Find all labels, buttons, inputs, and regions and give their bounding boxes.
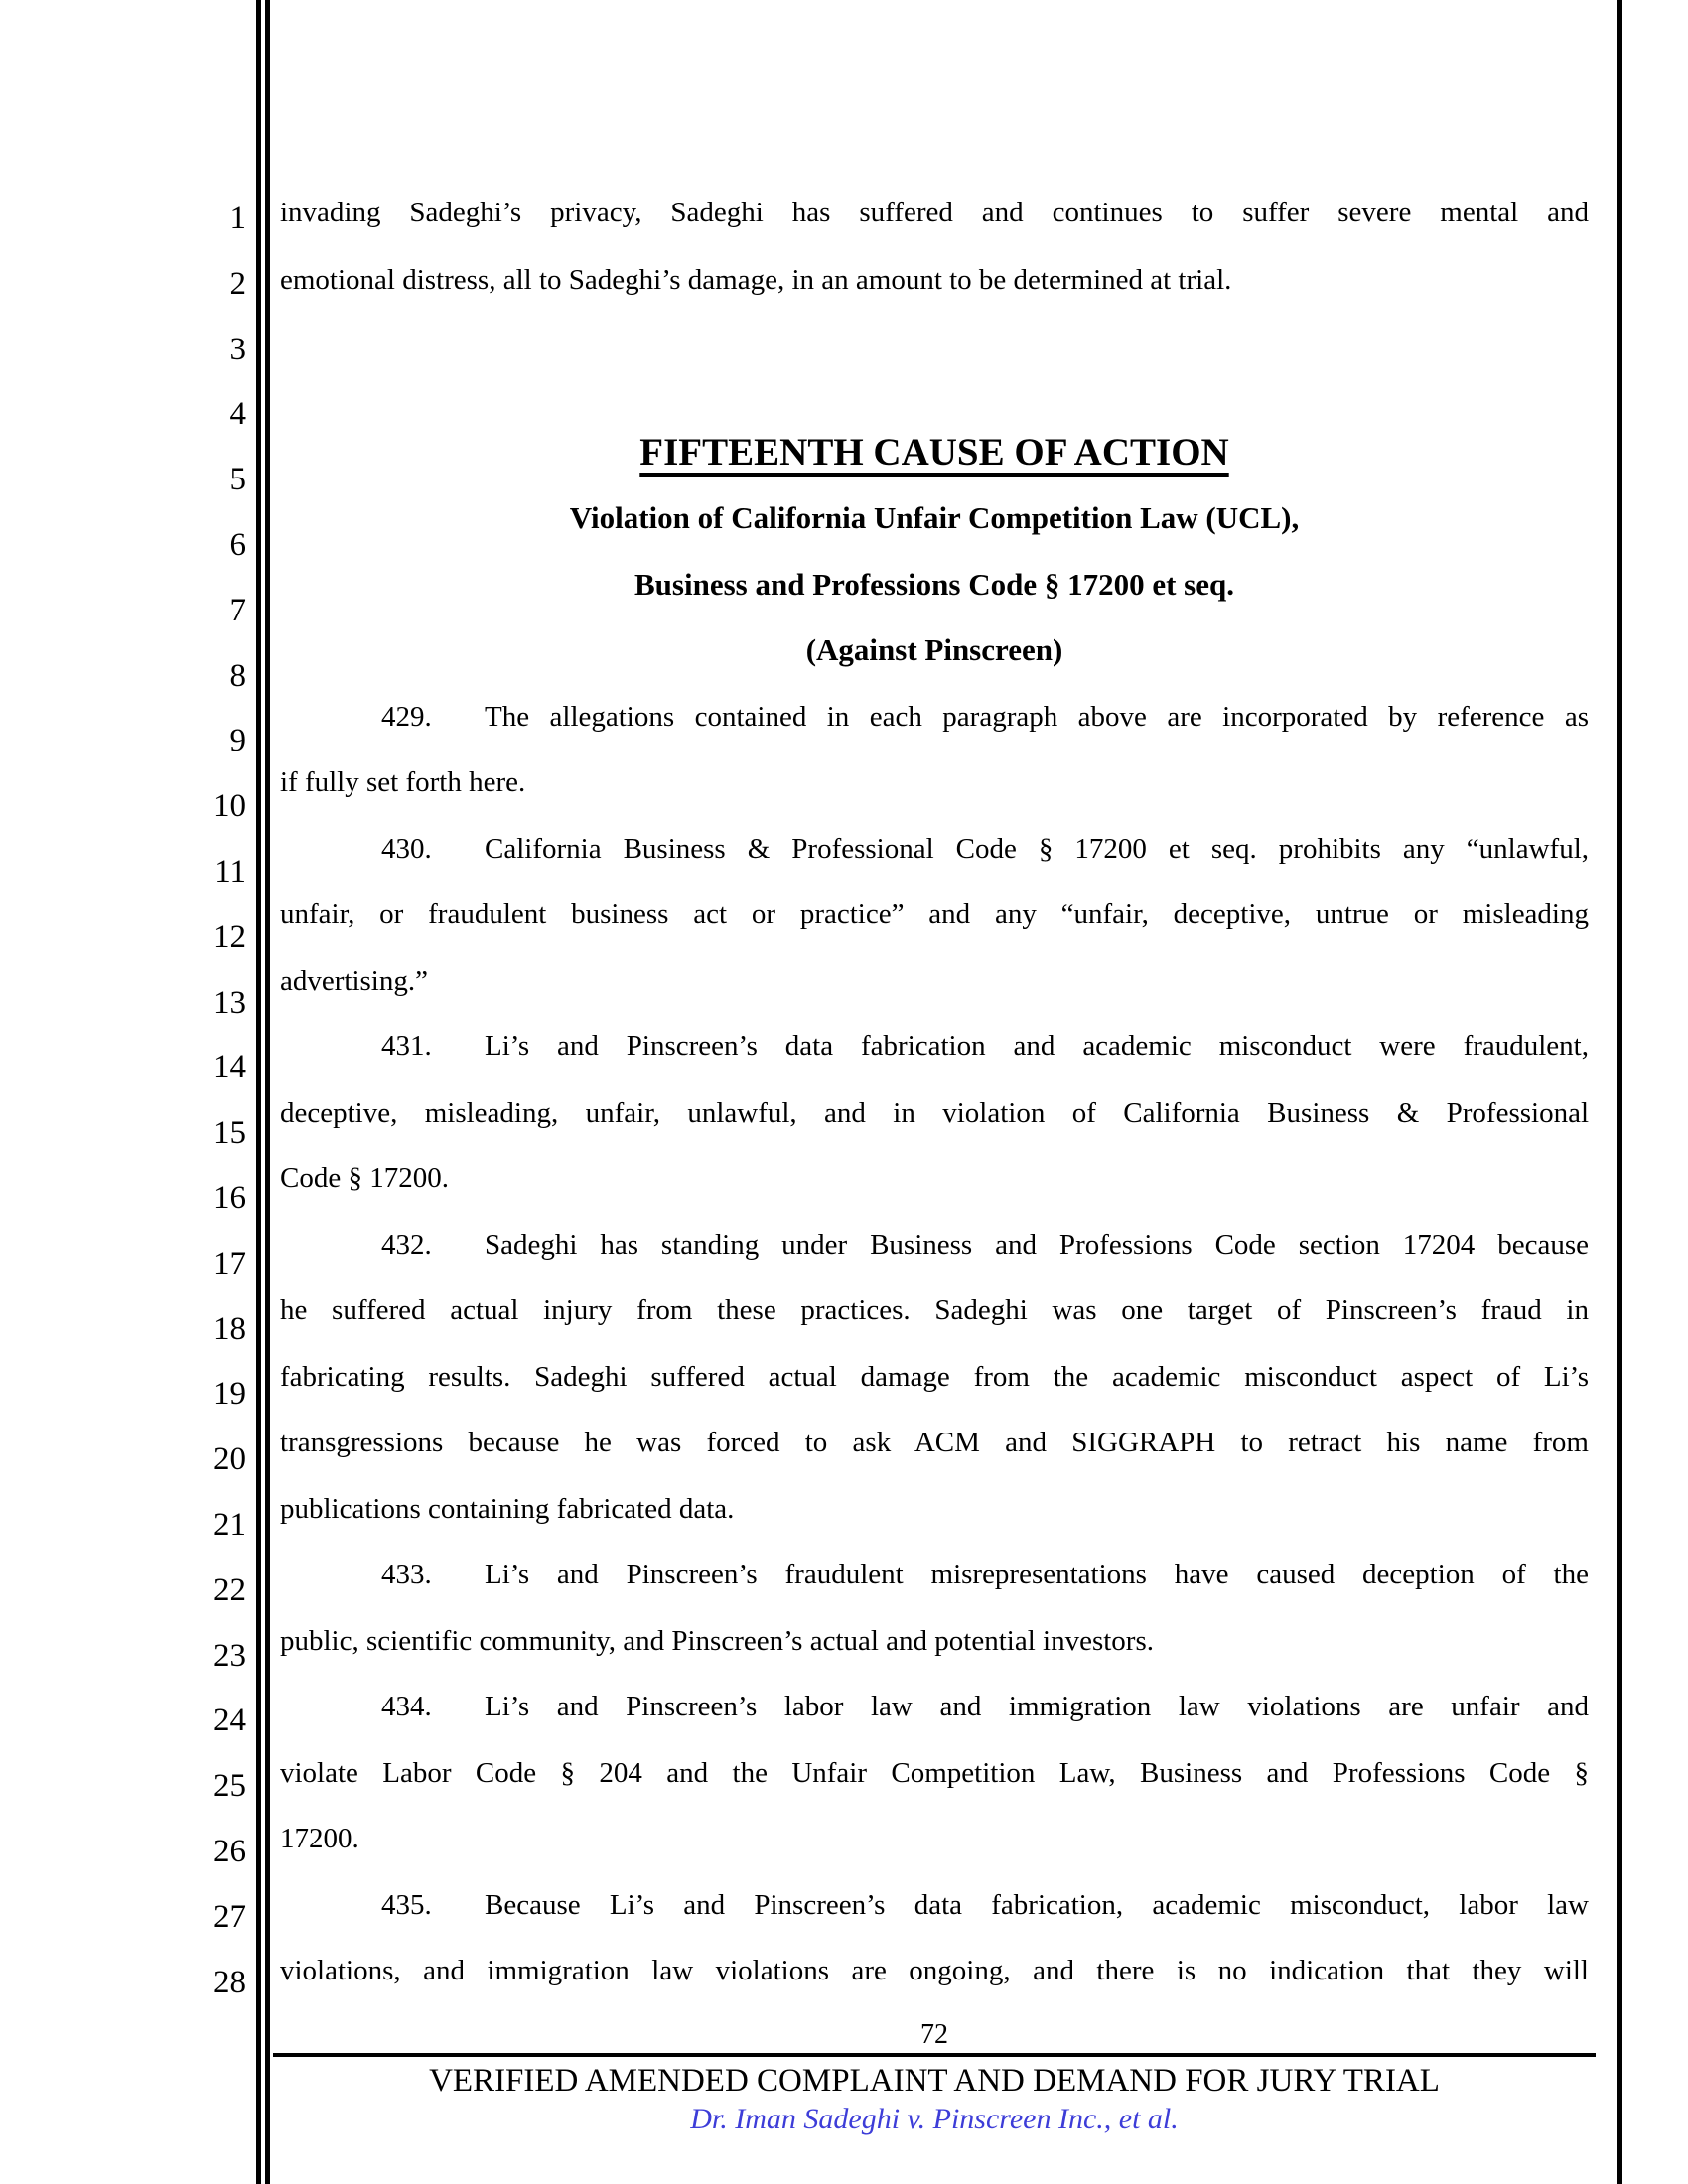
text-line: invading Sadeghi’s privacy, Sadeghi has suffered and continues to suffer severe mental and (280, 197, 1589, 228)
line-number: 16 (213, 1180, 246, 1216)
text-line: he suffered actual injury from these practices. Sadeghi was one target of Pinscreen’s fraud in (280, 1295, 1589, 1326)
footer-title: VERIFIED AMENDED COMPLAINT AND DEMAND FOR JURY TRIAL (429, 2063, 1440, 2099)
line-number: 9 (229, 723, 246, 759)
line-number: 19 (213, 1376, 246, 1413)
line-number: 21 (213, 1507, 246, 1543)
paragraph-first-line: 430. California Business & Professional Code § 17200 et seq. prohibits any “unlawful, (280, 816, 1589, 882)
paragraph-first-line: 431. Li’s and Pinscreen’s data fabrication and academic misconduct were fraudulent, (280, 1014, 1589, 1079)
footer-rule (273, 2053, 1596, 2057)
line-number: 25 (213, 1768, 246, 1805)
text-line: violations, and immigration law violations are ongoing, and there is no indication that they will (280, 1955, 1589, 1986)
paragraph-number: 432. (381, 1229, 432, 1261)
line-number: 22 (213, 1571, 246, 1608)
text-line: fabricating results. Sadeghi suffered actual damage from the academic misconduct aspect of Li’s (280, 1361, 1589, 1393)
text-line: violate Labor Code § 204 and the Unfair Competition Law, Business and Professions Code § (280, 1757, 1589, 1789)
line-number: 23 (213, 1637, 246, 1674)
paragraph-first-line: 434. Li’s and Pinscreen’s labor law and immigration law violations are unfair and (280, 1674, 1589, 1739)
line-number: 28 (213, 1964, 246, 2000)
line-number: 27 (213, 1898, 246, 1935)
text-line: deceptive, misleading, unfair, unlawful, and in violation of California Business & Professional (280, 1097, 1589, 1129)
text-line: public, scientific community, and Pinscreen’s actual and potential investors. (280, 1625, 1154, 1657)
line-number: 7 (229, 592, 246, 628)
paragraph-number: 431. (381, 1030, 432, 1062)
cause-subheading: (Against Pinscreen) (805, 632, 1063, 667)
line-number: 15 (213, 1115, 246, 1152)
text-line: Code § 17200. (280, 1162, 449, 1194)
cause-subheading: Business and Professions Code § 17200 et seq. (633, 567, 1234, 602)
line-number: 12 (213, 918, 246, 955)
text-line: advertising.” (280, 965, 428, 997)
line-number: 18 (213, 1310, 246, 1347)
paragraph-first-line: 432. Sadeghi has standing under Business and Professions Code section 17204 because (280, 1212, 1589, 1278)
paragraph-first-line: 429. The allegations contained in each paragraph above are incorporated by reference as (280, 684, 1589, 750)
line-number: 13 (213, 984, 246, 1021)
text-line: if fully set forth here. (280, 766, 526, 798)
text-line: unfair, or fraudulent business act or practice” and any “unfair, deceptive, untrue or misleading (280, 898, 1589, 930)
paragraph-number: 433. (381, 1559, 432, 1590)
line-number: 3 (229, 331, 246, 367)
line-number: 8 (229, 657, 246, 694)
text-line: publications containing fabricated data. (280, 1493, 735, 1525)
line-number: 5 (229, 462, 246, 498)
pleading-left-margin-line-outer (256, 0, 261, 2184)
paragraph-number: 430. (381, 833, 432, 865)
line-number: 6 (229, 527, 246, 563)
line-number: 11 (214, 854, 246, 889)
line-number: 24 (213, 1703, 246, 1739)
page-number: 72 (920, 2019, 948, 2050)
line-number: 2 (229, 265, 246, 302)
paragraph-number: 435. (381, 1889, 432, 1921)
line-number: 1 (229, 201, 246, 236)
pleading-right-margin-line (1617, 0, 1622, 2184)
paragraph-first-line: 433. Li’s and Pinscreen’s fraudulent misrepresentations have caused deception of the (280, 1542, 1589, 1607)
cause-subheading: Violation of California Unfair Competition Law (UCL), (569, 500, 1300, 535)
paragraph-number: 434. (381, 1691, 432, 1722)
line-number: 10 (213, 788, 246, 825)
line-number: 26 (213, 1834, 246, 1869)
line-number: 4 (229, 396, 246, 433)
cause-heading: FIFTEENTH CAUSE OF ACTION (639, 431, 1229, 474)
paragraph-number: 429. (381, 701, 432, 733)
text-line: emotional distress, all to Sadeghi’s damage, in an amount to be determined at trial. (280, 264, 1232, 296)
text-line: transgressions because he was forced to ask ACM and SIGGRAPH to retract his name from (280, 1427, 1589, 1458)
footer-case-caption: Dr. Iman Sadeghi v. Pinscreen Inc., et al. (690, 2103, 1179, 2135)
line-number: 14 (213, 1049, 246, 1086)
line-number: 20 (213, 1441, 246, 1478)
line-number: 17 (213, 1245, 246, 1282)
pleading-left-margin-line-inner (265, 0, 270, 2184)
text-line: 17200. (280, 1823, 359, 1854)
paragraph-first-line: 435. Because Li’s and Pinscreen’s data fabrication, academic misconduct, labor law (280, 1872, 1589, 1938)
